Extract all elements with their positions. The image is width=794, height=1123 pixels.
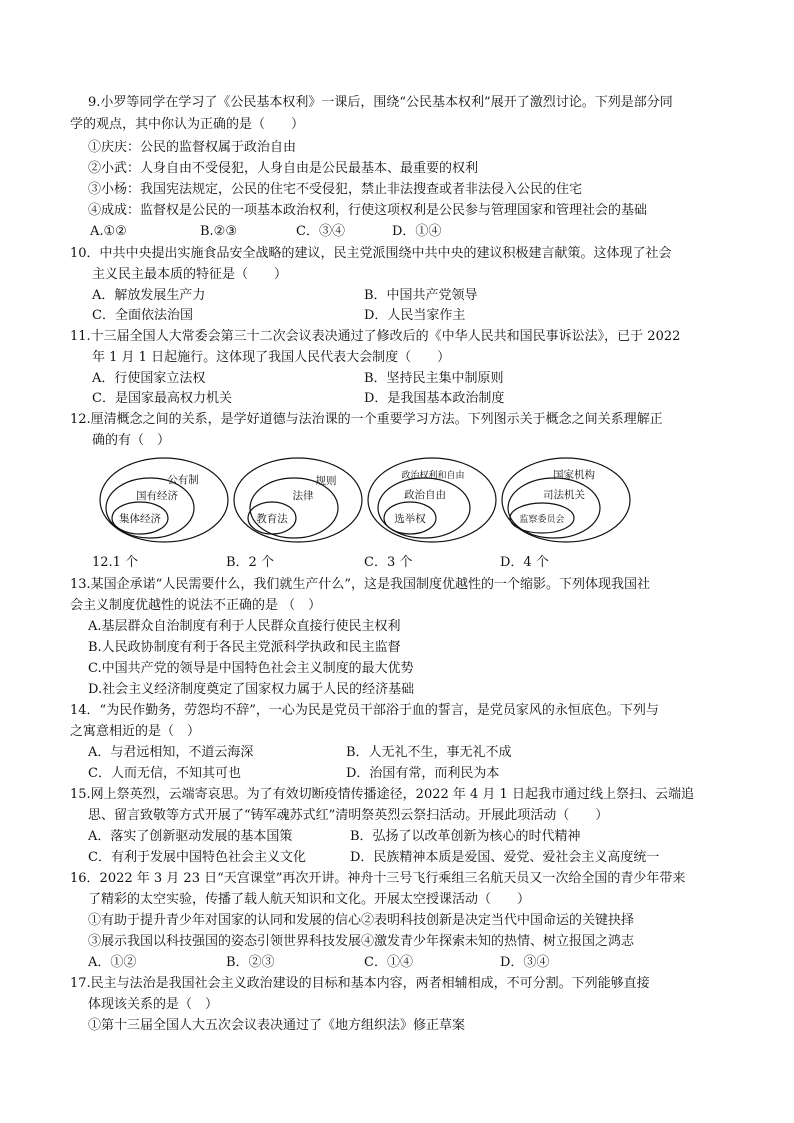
q12-d2-inner-label: 教育法	[256, 513, 288, 525]
q9-statement-2: ②小武：人身自由不受侵犯，人身自由是公民最基本、最重要的权利	[88, 161, 479, 176]
q12-diagram-1	[100, 458, 228, 542]
q17-stem-line1: 17.民主与法治是我国社会主义政治建设的目标和基本内容，两者相辅相成，不可分割。下列能够直接	[70, 976, 650, 991]
q14-option-b: B．人无礼不生，事无礼不成	[346, 745, 512, 760]
q16-option-a: A．①②	[88, 955, 137, 970]
q12-d3-middle-label: 政治自由	[404, 489, 446, 501]
q14-stem-line1: 14．“为民作勤务，劳怨均不辞”，一心为民是党员干部浴于血的誓言，是党员家风的永恒底色。下列与	[70, 703, 659, 718]
q10-option-d: D．人民当家作主	[364, 308, 466, 323]
q16-stem-line1: 16．2022 年 3 月 23 日“天宫课堂”再次开讲。神舟十三号飞行乘组三名航天员又一次给全国的青少年带来	[70, 871, 686, 886]
q10-stem-line1: 10．中共中央提出实施食品安全战略的建议，民主党派围绕中共中央的建议积极建言献策。这体现了社会	[70, 246, 672, 261]
q12-option-c: C．3 个	[364, 555, 413, 570]
q9-option-d: D．①④	[392, 224, 442, 239]
q13-option-c: C.中国共产党的领导是中国特色社会主义制度的最大优势	[88, 661, 414, 676]
q9-statement-1: ①庆庆：公民的监督权属于政治自由	[88, 140, 297, 155]
q15-stem-line2: 思、留言致敬等方式开展了“铸军魂苏式红”清明祭英烈云祭扫活动。开展此项活动（ ）	[88, 808, 609, 823]
q12-diagram-4	[502, 458, 630, 542]
q12-diagram-2	[234, 458, 362, 542]
q9-stem-line2: 学的观点，其中你认为正确的是（ ）	[70, 117, 305, 132]
q15-option-d: D．民族精神本质是爱国、爱党、爱社会主义高度统一	[350, 850, 660, 865]
q14-option-a: A．与君远相知，不道云海深	[88, 745, 254, 760]
q15-option-c: C．有利于发展中国特色社会主义文化	[88, 850, 306, 865]
q9-option-c: C．③④	[296, 224, 345, 239]
q9-option-a: A.①②	[90, 224, 127, 239]
q13-option-b: B.人民政协制度有利于各民主党派科学执政和民主监督	[88, 640, 401, 655]
q11-option-b: B．坚持民主集中制原则	[364, 371, 504, 386]
q16-statements-line1: ①有助于提升青少年对国家的认同和发展的信心②表明科技创新是决定当代中国命运的关键抉择	[88, 913, 635, 928]
q12-d4-middle-label: 司法机关	[543, 489, 585, 501]
q16-option-d: D．③④	[500, 955, 550, 970]
q12-d4-inner-label: 监察委员会	[519, 515, 565, 525]
q9-statement-4: ④成成：监督权是公民的一项基本政治权利，行使这项权利是公民参与管理国家和管理社会的基础	[88, 203, 648, 218]
q10-option-a: A．解放发展生产力	[92, 288, 206, 303]
q9-statement-3: ③小杨：我国宪法规定，公民的住宅不受侵犯，禁止非法搜查或者非法侵入公民的住宅	[88, 182, 583, 197]
q12-d2-outer-label: 规则	[315, 475, 337, 487]
q11-option-d: D．是我国基本政治制度	[364, 391, 505, 406]
q16-option-c: C．①④	[364, 955, 413, 970]
q10-option-c: C．全面依法治国	[92, 308, 193, 323]
q13-option-a: A.基层群众自治制度有利于人民群众直接行使民主权利	[88, 619, 401, 634]
q16-statements-line2: ③展示我国以科技强国的姿态引领世界科技发展④激发青少年探索未知的热情、树立报国之鸿志	[88, 934, 635, 949]
q12-stem-line1: 12.厘清概念之间的关系，是学好道德与法治课的一个重要学习方法。下列图示关于概念之间关系理解正	[70, 412, 663, 427]
q11-stem-line1: 11.十三届全国人大常委会第三十二次会议表决通过了修改后的《中华人民共和国民事诉讼法》，已于 2022	[70, 329, 681, 344]
q14-option-c: C．人而无信，不知其可也	[88, 766, 241, 781]
q12-d1-outer-label: 公有制	[167, 474, 199, 486]
q12-d2-middle-label: 法律	[292, 490, 314, 502]
q17-statement-1: ①第十三届全国人大五次会议表决通过了《地方组织法》修正草案	[88, 1018, 466, 1033]
q12-option-b: B．2 个	[226, 555, 274, 570]
q10-option-b: B．中国共产党领导	[364, 288, 478, 303]
q12-option-a: 12.1 个	[92, 555, 139, 570]
q16-stem-line2: 了精彩的太空实验，传播了载人航天知识和文化。开展太空授课活动（ ）	[88, 892, 531, 907]
q12-d3-inner-label: 选举权	[394, 513, 426, 525]
q14-stem-line2: 之寓意相近的是（ ）	[70, 724, 201, 739]
q13-option-d: D.社会主义经济制度奠定了国家权力属于人民的经济基础	[88, 682, 415, 697]
q12-concept-diagrams	[92, 456, 652, 556]
q11-option-a: A．行使国家立法权	[92, 371, 206, 386]
q16-option-b: B．②③	[226, 955, 275, 970]
q11-stem-line2: 年 1 月 1 日起施行。这体现了我国人民代表大会制度（ ）	[92, 350, 451, 365]
q15-option-a: A．落实了创新驱动发展的基本国策	[88, 829, 293, 844]
q12-option-d: D．4 个	[500, 555, 549, 570]
q9-stem-line1: 9.小罗等同学在学习了《公民基本权利》一课后，围绕“公民基本权利”展开了激烈讨论。下列是部分同	[88, 95, 673, 110]
q17-stem-line2: 体现该关系的是（ ）	[88, 997, 219, 1012]
q13-stem-line2: 会主义制度优越性的说法不正确的是 （ ）	[70, 598, 322, 613]
q11-option-c: C．是国家最高权力机关	[92, 391, 232, 406]
q12-diagram-3	[368, 458, 496, 542]
q9-option-b: B.②③	[200, 224, 237, 239]
q12-d4-outer-label: 国家机构	[553, 469, 595, 481]
q10-stem-line2: 主义民主最本质的特征是（ ）	[92, 267, 288, 282]
ellipse-middle	[508, 478, 600, 538]
q15-stem-line1: 15.网上祭英烈，云端寄哀思。为了有效切断疫情传播途径，2022 年 4 月 1 日起我市通过线上祭扫、云端追	[70, 787, 694, 802]
ellipse-middle	[250, 478, 338, 538]
q12-stem-line2: 确的有（ ）	[92, 433, 171, 448]
q14-option-d: D．治国有常，而利民为本	[346, 766, 500, 781]
q12-d1-middle-label: 国有经济	[136, 490, 178, 502]
q12-d1-inner-label: 集体经济	[119, 513, 161, 525]
q15-option-b: B．弘扬了以改革创新为核心的时代精神	[350, 829, 581, 844]
q13-stem-line1: 13.某国企承诺“人民需要什么，我们就生产什么”，这是我国制度优越性的一个缩影。下列体现我国社	[70, 577, 650, 592]
q12-d3-outer-label: 政治权利和自由	[401, 471, 465, 481]
